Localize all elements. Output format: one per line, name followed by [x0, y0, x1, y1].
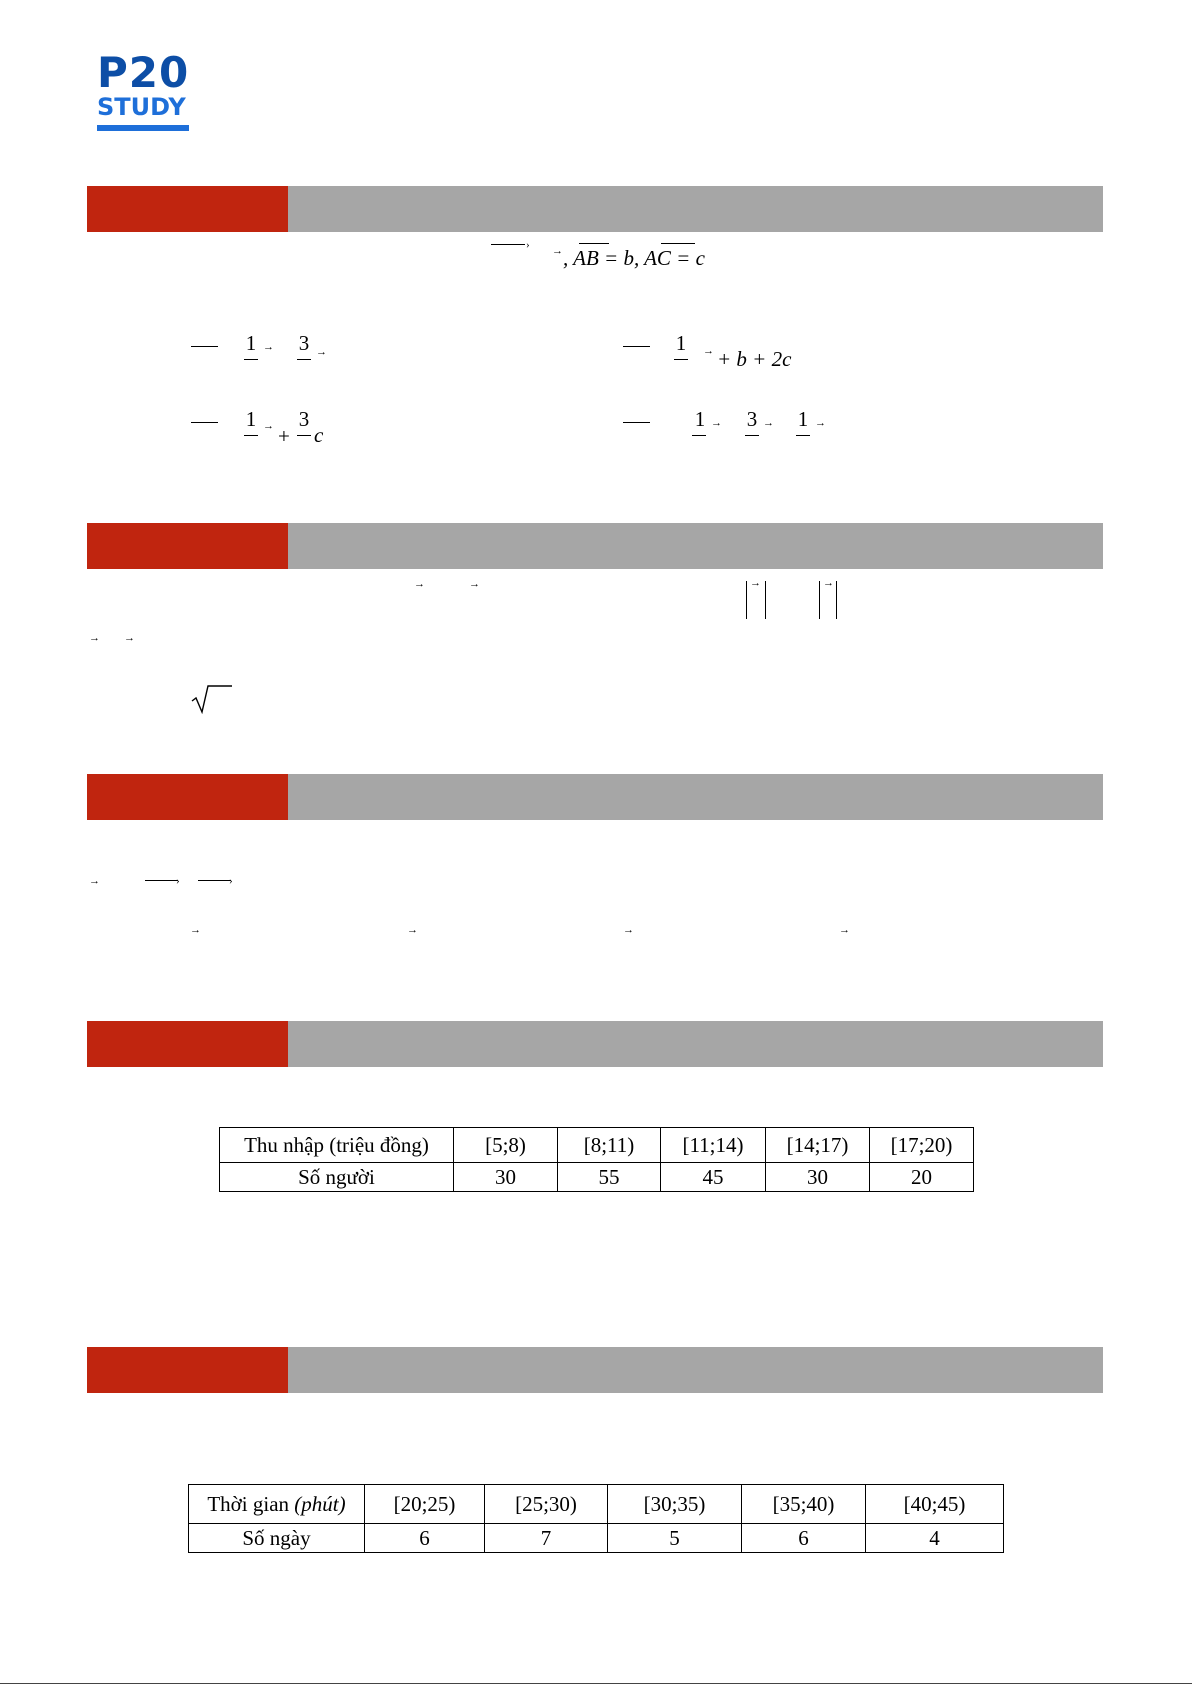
fraction-numerator: 1 — [245, 331, 257, 355]
norm-bar — [836, 581, 837, 619]
vector-arrow: → — [469, 578, 480, 590]
income-table — [219, 1127, 974, 1192]
table-cell: 7 — [485, 1524, 608, 1553]
question-header-bar-5 — [87, 1347, 1103, 1393]
fraction-numerator: 1 — [694, 407, 706, 431]
fraction-bar — [244, 435, 258, 436]
question-header-bar-3 — [87, 774, 1103, 820]
fraction-bar — [674, 359, 688, 360]
question-label-block — [87, 523, 288, 569]
question-label-block — [87, 774, 288, 820]
vector-arrow — [145, 880, 178, 881]
page-bottom-rule — [0, 1683, 1192, 1684]
question-label-block — [87, 1021, 288, 1067]
vector-arrow: → — [823, 577, 834, 589]
table-header-cell: [30;35) — [608, 1485, 742, 1524]
fraction-bar — [692, 435, 706, 436]
table-cell: 55 — [558, 1163, 661, 1192]
vector-arrow — [623, 422, 650, 423]
table-header-cell: [8;11) — [558, 1128, 661, 1163]
question-header-bar-2 — [87, 523, 1103, 569]
fraction-numerator: 3 — [298, 331, 310, 355]
fraction-bar — [297, 359, 311, 360]
vector-c: c — [314, 423, 324, 447]
table-header-cell: [11;14) — [661, 1128, 766, 1163]
table-cell: Số người — [220, 1163, 454, 1192]
question-label-block — [87, 1347, 288, 1393]
fraction-numerator: 3 — [298, 407, 310, 431]
question-label-block — [87, 186, 288, 232]
table-header-cell: [5;8) — [454, 1128, 558, 1163]
norm-bar — [765, 581, 766, 619]
vector-arrow: → — [839, 924, 850, 936]
vector-arrow: → — [750, 577, 761, 589]
fraction-numerator: 1 — [675, 331, 687, 355]
table-row — [189, 1524, 1004, 1553]
fraction-numerator: 1 — [245, 407, 257, 431]
table-cell: 30 — [766, 1163, 870, 1192]
fraction-bar — [297, 435, 311, 436]
table-row — [220, 1163, 974, 1192]
table-header-cell: [25;30) — [485, 1485, 608, 1524]
fraction-bar — [244, 359, 258, 360]
norm-bar — [819, 581, 820, 619]
fraction-bar — [745, 435, 759, 436]
vector-arrow: → — [552, 245, 563, 257]
header-label: Thời gian — [207, 1491, 290, 1516]
table-row — [189, 1485, 1004, 1524]
vector-arrow: → — [407, 924, 418, 936]
table-header-cell: Thu nhập (triệu đồng) — [220, 1128, 454, 1163]
vector-arrow: → — [763, 417, 774, 429]
vector-arrow: → — [89, 875, 100, 887]
vector-arrow: → — [711, 417, 722, 429]
header-unit: (phút) — [294, 1491, 346, 1516]
logo-underline — [97, 125, 189, 131]
vector-arrow: → — [623, 924, 634, 936]
table-cell: 5 — [608, 1524, 742, 1553]
brand-logo — [97, 48, 193, 136]
table-header-cell: [17;20) — [870, 1128, 974, 1163]
vector-arrow: → — [414, 578, 425, 590]
vector-arrow: → — [190, 924, 201, 936]
sqrt-sign — [191, 684, 233, 714]
vector-arrow: → — [263, 420, 274, 432]
table-cell: 6 — [365, 1524, 485, 1553]
table-header-cell — [189, 1485, 365, 1524]
arrow-head: › — [229, 875, 233, 887]
table-cell: 20 — [870, 1163, 974, 1192]
vector-arrow — [191, 346, 218, 347]
fraction-numerator: 3 — [746, 407, 758, 431]
question-1-vectors: , AB = b, AC = c — [563, 246, 705, 270]
table-cell: 45 — [661, 1163, 766, 1192]
vector-arrow: → — [124, 632, 135, 644]
vector-arrow: → — [263, 341, 274, 353]
logo-text-p20: P20 — [97, 48, 190, 97]
arrow-head: › — [526, 239, 530, 251]
fraction-numerator: 1 — [797, 407, 809, 431]
vector-arrow: → — [703, 345, 714, 357]
question-header-bar-4 — [87, 1021, 1103, 1067]
table-cell: 30 — [454, 1163, 558, 1192]
table-header-cell: [35;40) — [742, 1485, 866, 1524]
question-header-bar-1 — [87, 186, 1103, 232]
vector-arrow: → — [316, 346, 327, 358]
vector-arrow: → — [89, 632, 100, 644]
vector-arrow — [623, 346, 650, 347]
table-cell: 6 — [742, 1524, 866, 1553]
table-cell: Số ngày — [189, 1524, 365, 1553]
vector-arrow: → — [815, 417, 826, 429]
table-cell: 4 — [866, 1524, 1004, 1553]
vector-arrow — [191, 422, 218, 423]
table-header-cell: [40;45) — [866, 1485, 1004, 1524]
table-header-cell: [20;25) — [365, 1485, 485, 1524]
fraction-bar — [796, 435, 810, 436]
time-table — [188, 1484, 1004, 1553]
vector-arrow — [198, 880, 231, 881]
arrow-head: › — [176, 875, 180, 887]
vector-bar-ab — [579, 243, 609, 244]
table-header-cell: [14;17) — [766, 1128, 870, 1163]
option-b-tail: + b + 2c — [717, 347, 792, 371]
vector-bar-ac — [661, 243, 695, 244]
norm-bar — [746, 581, 747, 619]
logo-text-study: STUDY — [97, 93, 186, 121]
vector-arrow — [491, 244, 525, 245]
table-row — [220, 1128, 974, 1163]
plus-sign: + — [278, 424, 290, 448]
